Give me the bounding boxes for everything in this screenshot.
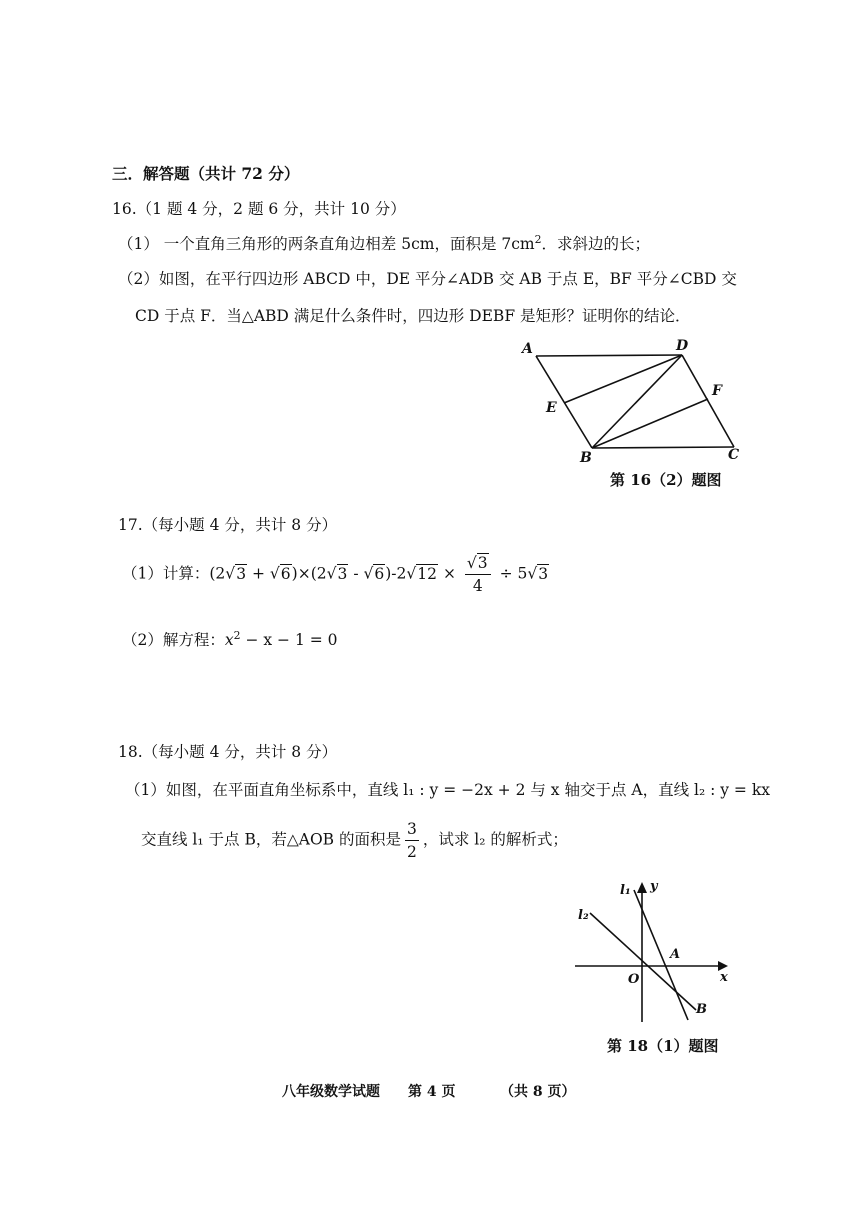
label-f: F bbox=[712, 383, 722, 399]
q17-part2-label: （2）解方程： bbox=[122, 631, 225, 649]
label-a: A bbox=[522, 341, 533, 357]
q18-header: 18.（每小题 4 分，共计 8 分） bbox=[118, 743, 338, 761]
expr-times: )×(2 bbox=[291, 564, 327, 583]
edge-dc bbox=[682, 355, 734, 447]
edge-ab bbox=[536, 356, 592, 448]
q18-part1-line2 bbox=[141, 818, 568, 863]
label-l1: l₁ bbox=[620, 883, 631, 898]
coordinate-figure bbox=[570, 872, 740, 1027]
q16-part2-line2: CD 于点 F．当△ABD 满足什么条件时，四边形 DEBF 是矩形？证明你的结论． bbox=[135, 307, 691, 325]
radicand-6b: 6 bbox=[374, 564, 385, 583]
radicand-3c: 3 bbox=[538, 564, 549, 583]
equation-rest: − x − 1 = 0 bbox=[240, 631, 338, 649]
radicand-12: 12 bbox=[417, 564, 438, 583]
area-denominator: 2 bbox=[406, 843, 417, 861]
label-b: B bbox=[580, 450, 592, 465]
footer-total: （共 8 页） bbox=[500, 1084, 576, 1100]
parallelogram-figure bbox=[510, 335, 750, 465]
equation-x: x bbox=[224, 631, 234, 649]
q17-part1: （1）计算：(2√3 + √6)×(2√3 - √6)-2√12 × $\frac{√3}{4}$ ÷ 5√3 bbox=[122, 554, 549, 595]
q16-part1 bbox=[118, 232, 650, 254]
line-l2 bbox=[590, 913, 696, 1010]
label-a-point: A bbox=[670, 947, 681, 962]
expr-a: (2 bbox=[209, 564, 226, 583]
segment-de bbox=[564, 355, 682, 403]
expr-divide: ÷ 5 bbox=[494, 564, 528, 583]
area-numerator: 3 bbox=[405, 818, 419, 841]
footer-subject: 八年级数学试题 bbox=[282, 1084, 380, 1100]
q16-part1-exp: 2 bbox=[534, 232, 542, 246]
fraction-denominator: 4 bbox=[472, 577, 483, 595]
edge-bc bbox=[592, 447, 734, 448]
expr-plus: + bbox=[247, 564, 270, 583]
radicand-3b: 3 bbox=[337, 564, 348, 583]
equation-exp: 2 bbox=[233, 628, 241, 642]
label-x: x bbox=[720, 970, 728, 985]
segment-bf bbox=[592, 399, 708, 448]
q16-part2-line1: （2）如图，在平行四边形 ABCD 中，DE 平分∠ADB 交 AB 于点 E，BF 平分∠CBD 交 bbox=[118, 270, 737, 288]
figure-18-caption: 第 18（1）题图 bbox=[607, 1037, 719, 1055]
q16-header: 16.（1 题 4 分，2 题 6 分，共计 10 分） bbox=[112, 200, 406, 218]
q17-header: 17.（每小题 4 分，共计 8 分） bbox=[118, 516, 338, 534]
label-l2: l₂ bbox=[578, 908, 589, 923]
footer-page: 第 4 页 bbox=[408, 1084, 456, 1100]
radicand-3a: 3 bbox=[236, 564, 247, 583]
section-title: 三．解答题（共计 72 分） bbox=[112, 164, 300, 183]
edge-ad bbox=[536, 355, 682, 356]
label-d: D bbox=[676, 338, 689, 354]
label-y: y bbox=[650, 879, 658, 894]
q18-line2-tail: ，试求 l₂ 的解析式； bbox=[422, 830, 568, 849]
q16-part1-suffix: ．求斜边的长； bbox=[541, 235, 651, 253]
q18-part1-line1: （1）如图，在平面直角坐标系中，直线 l₁ : y = −2x + 2 与 x 轴交于点 A，直线 l₂ : y = kx bbox=[125, 781, 770, 799]
figure-16-caption: 第 16（2）题图 bbox=[610, 471, 722, 489]
fraction-3-over-2 bbox=[405, 818, 419, 863]
label-e: E bbox=[546, 400, 557, 416]
y-axis-arrow bbox=[637, 882, 647, 893]
q18-line2-text: 交直线 l₁ 于点 B，若△AOB 的面积是 bbox=[141, 830, 401, 849]
expr-minus-2: )-2 bbox=[385, 564, 407, 583]
label-b-point: B bbox=[696, 1002, 707, 1017]
expr-minus: - bbox=[348, 564, 364, 583]
fraction-root3-over-4 bbox=[465, 552, 491, 597]
label-o: O bbox=[628, 972, 640, 987]
q17-part2 bbox=[122, 628, 338, 650]
fraction-numerator: √3 bbox=[465, 552, 491, 575]
radicand-6a: 6 bbox=[280, 564, 291, 583]
expr-times-2: × bbox=[438, 564, 461, 583]
q16-part1-text: （1） 一个直角三角形的两条直角边相差 5cm，面积是 7cm bbox=[118, 235, 535, 253]
q17-part1-label: （1）计算： bbox=[122, 564, 210, 583]
label-c: C bbox=[728, 447, 740, 463]
diagonal-db bbox=[592, 355, 682, 448]
